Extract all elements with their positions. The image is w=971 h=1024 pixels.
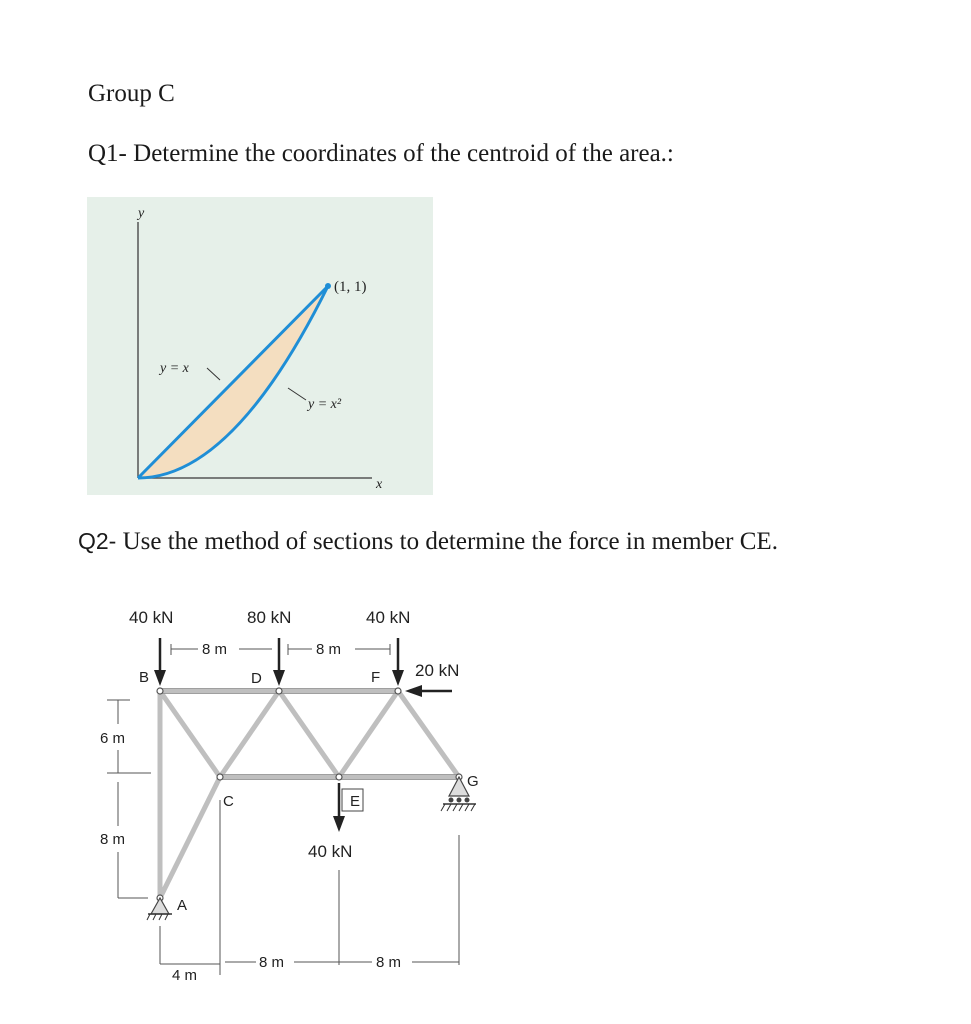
question-1-number: Q1- (88, 140, 127, 167)
dim-top-left: 8 m (202, 641, 228, 658)
dim-left-upper: 6 m (100, 730, 126, 747)
curve-label: y = x² (308, 397, 342, 412)
question-2-number: Q2- (78, 528, 117, 554)
question-1-text: Determine the coordinates of the centroid of the area.: (126, 140, 674, 167)
point-1-1 (325, 283, 331, 289)
dim-left-lower: 8 m (100, 831, 126, 848)
group-title: Group C (88, 80, 175, 107)
question-2-text: Use the method of sections to determine the force in member CE. (116, 528, 778, 555)
truss-figure (100, 608, 479, 984)
centroid-figure (87, 197, 433, 495)
figure-background (87, 197, 433, 495)
joint-c-label: C (223, 793, 234, 810)
joint-f-label: F (371, 669, 381, 686)
load-f-label: 40 kN (366, 608, 411, 627)
y-axis-label: y (138, 206, 145, 221)
joint-e-label: E (350, 793, 361, 810)
line-label: y = x (160, 361, 189, 376)
load-d-label: 80 kN (247, 608, 292, 627)
dim-bottom-c: 8 m (376, 954, 402, 971)
joint-g-label: G (467, 773, 479, 790)
load-f-horizontal-label: 20 kN (415, 661, 460, 680)
joint-d-label: D (251, 670, 262, 687)
support-a (147, 898, 172, 920)
joint-b-label: B (139, 669, 150, 686)
truss-members (160, 691, 459, 898)
joint-a-label: A (177, 897, 188, 914)
point-label: (1, 1) (334, 279, 367, 295)
load-b-label: 40 kN (129, 608, 174, 627)
load-e-label: 40 kN (308, 842, 353, 861)
dim-bottom-b: 8 m (259, 954, 285, 971)
load-arrows (154, 638, 452, 832)
x-axis-label: x (376, 477, 383, 492)
dim-bottom-a: 4 m (172, 967, 198, 984)
dim-top-right: 8 m (316, 641, 342, 658)
